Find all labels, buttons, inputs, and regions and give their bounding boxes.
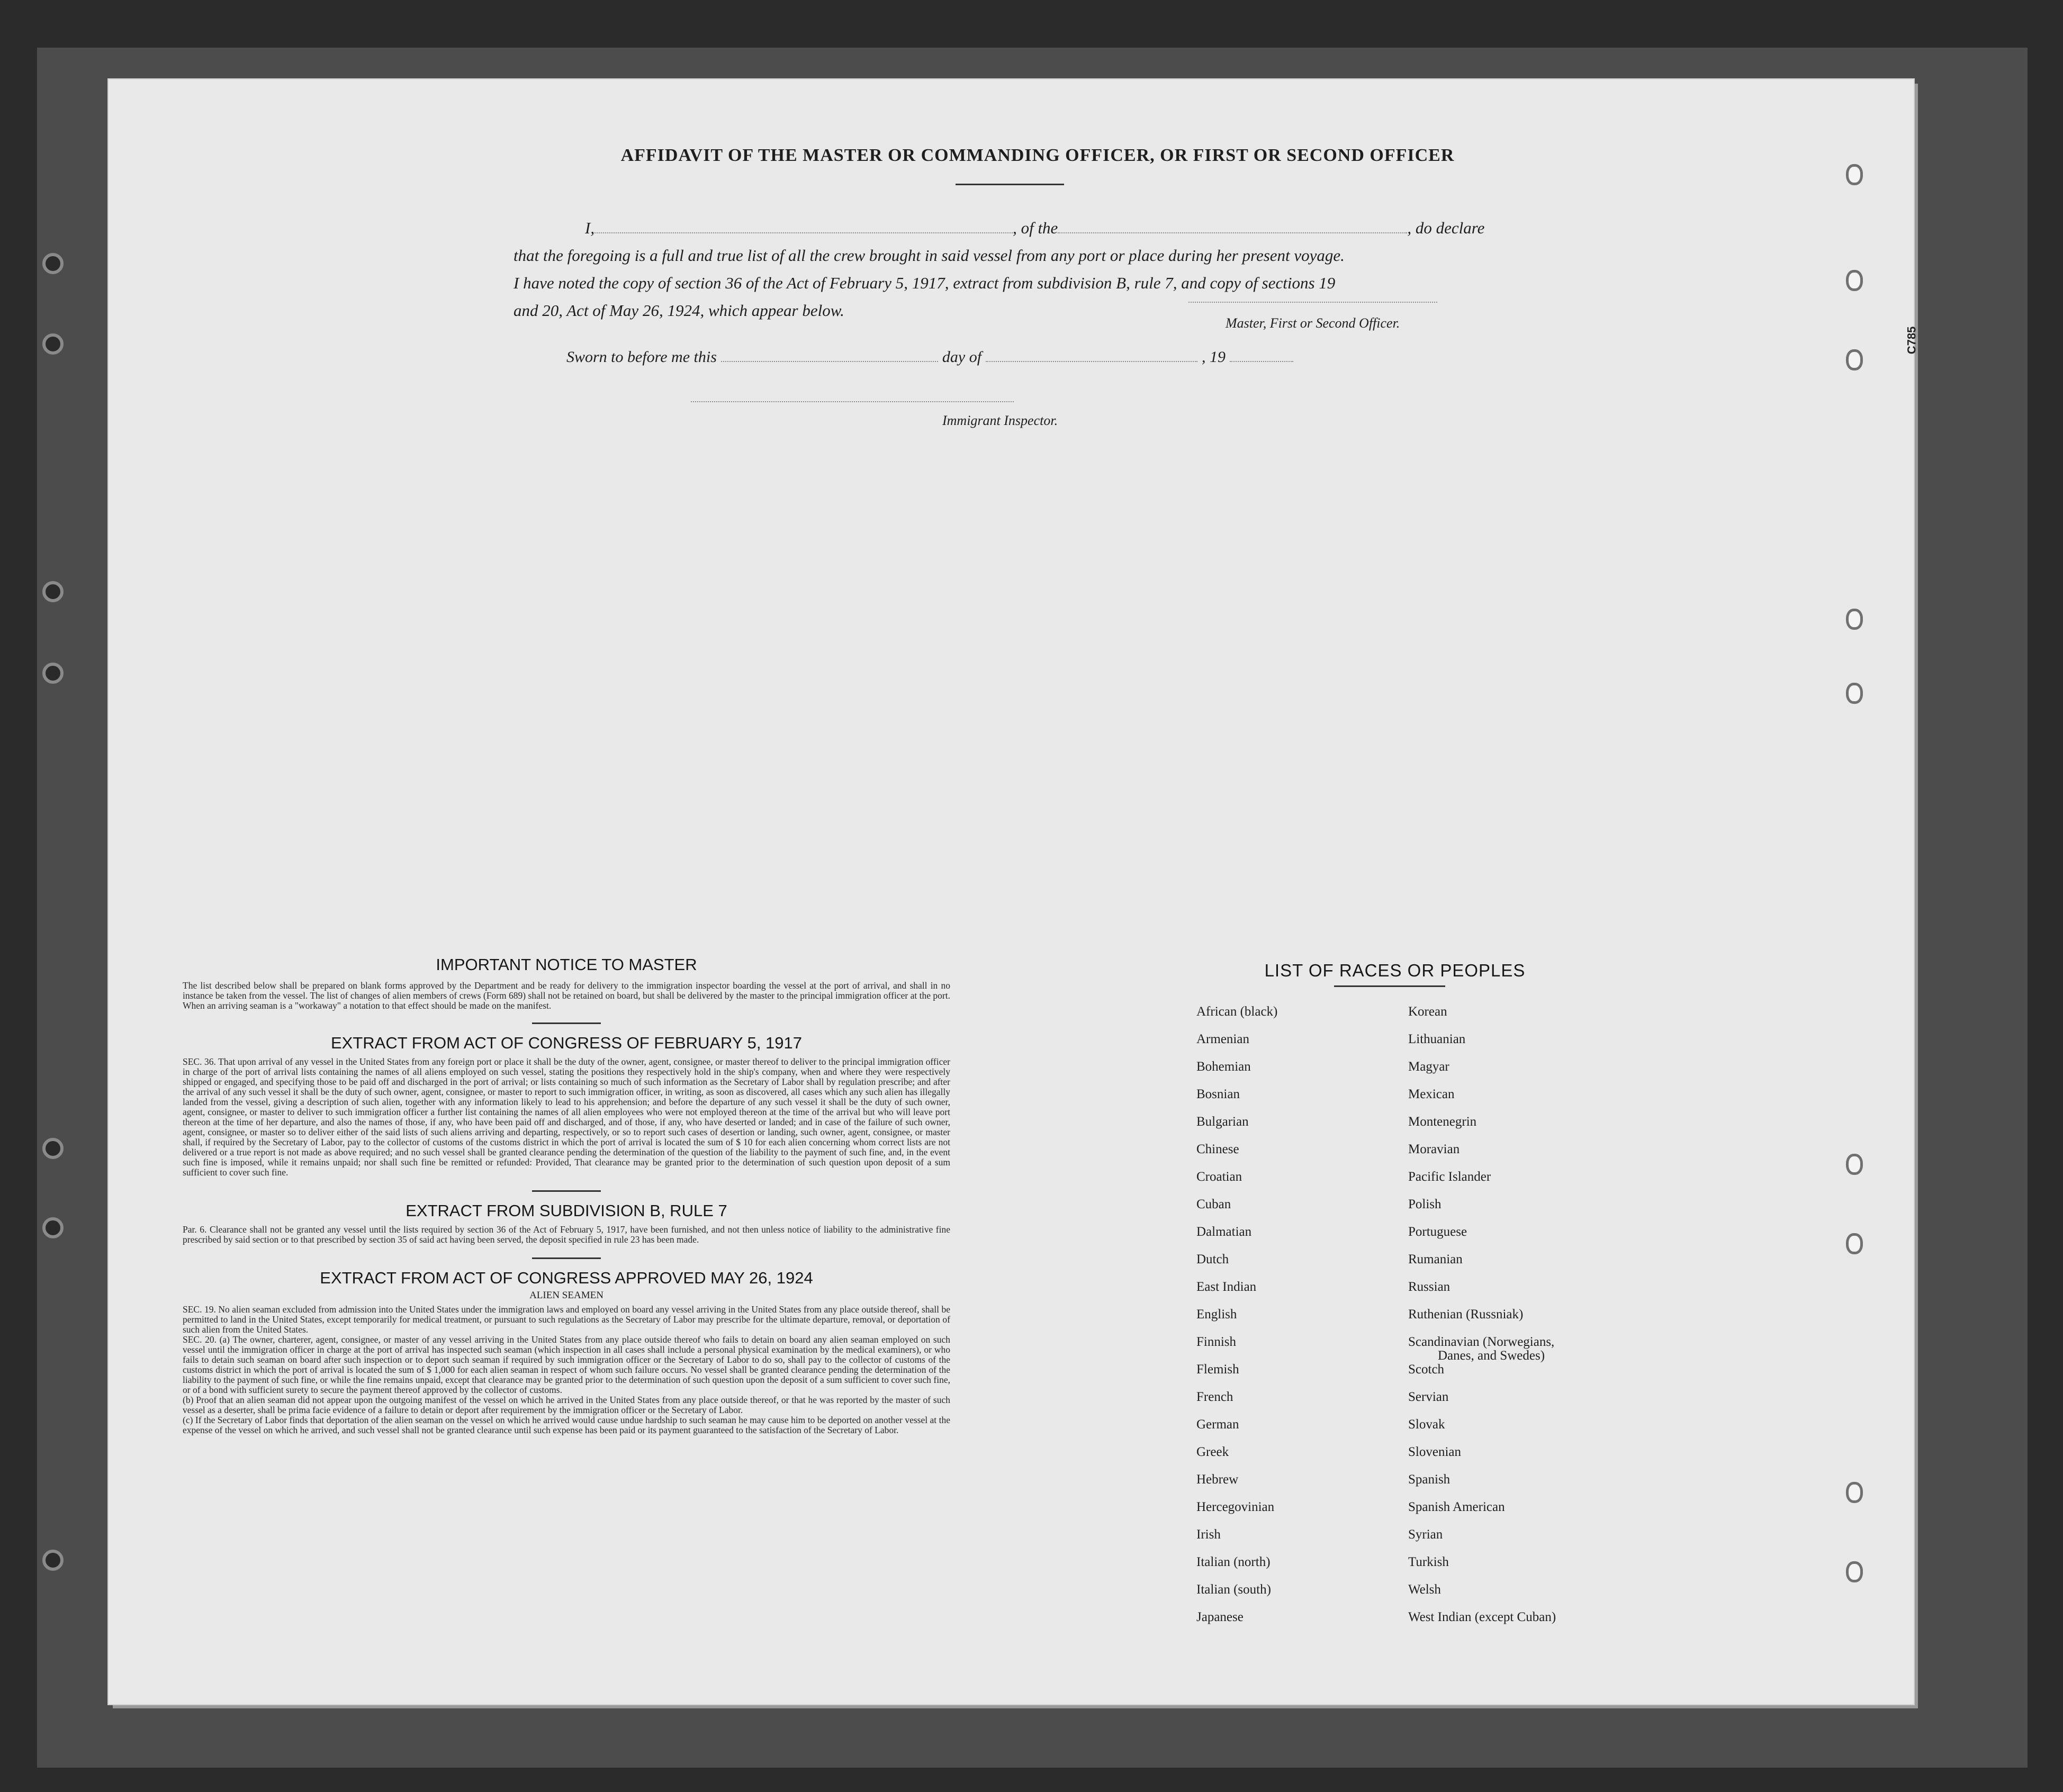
- vessel-blank[interactable]: [1058, 232, 1407, 233]
- race-item: Dalmatian: [1196, 1225, 1252, 1239]
- inspector-caption: Immigrant Inspector.: [942, 413, 1058, 428]
- race-item: Bulgarian: [1196, 1115, 1249, 1129]
- races-rule: [1334, 985, 1445, 987]
- race-item: Russian: [1408, 1280, 1451, 1294]
- race-item: Scandinavian (Norwegians,: [1408, 1335, 1555, 1349]
- binder-hole: [42, 1217, 64, 1238]
- race-item: Italian (south): [1196, 1582, 1271, 1597]
- race-item: Portuguese: [1408, 1225, 1467, 1239]
- race-item: Polish: [1408, 1197, 1442, 1211]
- race-item: Syrian: [1408, 1527, 1443, 1542]
- race-item: Croatian: [1196, 1170, 1242, 1184]
- race-item: Scotch: [1408, 1362, 1445, 1377]
- sworn-day-blank[interactable]: [721, 361, 938, 362]
- affidavit-line-3: I have noted the copy of section 36 of the Act of February 5, 1917, extract from subdivision B, rule 7, and copy of sections 19: [514, 274, 1336, 292]
- do-declare-label: , do declare: [1407, 219, 1485, 237]
- race-item: Spanish: [1408, 1472, 1451, 1487]
- i-label: I,: [585, 219, 595, 237]
- race-item: Spanish American: [1408, 1500, 1505, 1514]
- extract-1924-subtitle: ALIEN SEAMEN: [529, 1290, 603, 1301]
- race-item: Lithuanian: [1408, 1032, 1466, 1046]
- affidavit-line-2: that the foregoing is a full and true list of all the crew brought in said vessel from any port or place during her present voyage.: [514, 246, 1345, 265]
- sworn-month-blank[interactable]: [986, 361, 1197, 362]
- year-label: , 19: [1202, 348, 1226, 366]
- race-item: Finnish: [1196, 1335, 1237, 1349]
- of-the-label: , of the: [1013, 219, 1058, 237]
- race-item: Ruthenian (Russniak): [1408, 1307, 1524, 1322]
- title-rule: [956, 184, 1064, 185]
- affidavit-title: AFFIDAVIT OF THE MASTER OR COMMANDING OFFICER, OR FIRST OR SECOND OFFICER: [620, 146, 1455, 165]
- races-right-column: [1408, 1004, 1630, 1637]
- master-signature-blank[interactable]: [1188, 302, 1437, 303]
- extract-1924-sec20c: (c) If the Secretary of Labor finds that deportation of the alien seaman on the vessel on which he arrived would cause undue hardship to such seaman he may cause him to be deported on another vessel at the expense of the vessel on which he arrived, and such vessel shall not be granted clearance until such expense has been paid or its payment guaranteed to the satisfaction of the Secretary of Labor.: [183, 1415, 950, 1435]
- sworn-label: Sworn to before me this: [566, 348, 717, 366]
- punch-hole: [1846, 609, 1863, 630]
- notices-column: [183, 955, 950, 1435]
- race-item: Greek: [1196, 1445, 1229, 1459]
- extract-rule7-body: Par. 6. Clearance shall not be granted any vessel until the lists required by section 36 of the Act of February 5, 1917, have been furnished, and not then unless notice of liability to the administrative fine prescribed by said section or to that prescribed by section 35 of said act having been served, the deposit specified in rule 23 has been made.: [183, 1224, 950, 1245]
- divider: [532, 1190, 601, 1192]
- race-item: English: [1196, 1307, 1237, 1322]
- punch-hole: [1846, 1561, 1863, 1582]
- binder-hole: [42, 581, 64, 602]
- punch-hole: [1846, 1482, 1863, 1503]
- race-item: Hebrew: [1196, 1472, 1239, 1487]
- extract-1917-title: EXTRACT FROM ACT OF CONGRESS OF FEBRUARY 5, 1917: [330, 1034, 803, 1052]
- race-item: Turkish: [1408, 1555, 1449, 1569]
- race-item: Montenegrin: [1408, 1115, 1477, 1129]
- punch-hole: [1846, 683, 1863, 704]
- race-item: Bohemian: [1196, 1060, 1251, 1074]
- race-item: West Indian (except Cuban): [1408, 1610, 1556, 1624]
- inspector-signature-blank[interactable]: [691, 401, 1014, 402]
- race-item: Pacific Islander: [1408, 1170, 1491, 1184]
- race-item: Mexican: [1408, 1087, 1455, 1101]
- race-item: Cuban: [1196, 1197, 1231, 1211]
- document-page: [109, 79, 1918, 1704]
- race-item: German: [1196, 1417, 1239, 1432]
- punch-hole: [1846, 270, 1863, 291]
- race-item: Rumanian: [1408, 1252, 1463, 1266]
- affidavit-line-4: and 20, Act of May 26, 1924, which appear below.: [514, 301, 844, 320]
- race-item: Slovak: [1408, 1417, 1445, 1432]
- race-item: Welsh: [1408, 1582, 1441, 1597]
- affidavit-body: [514, 214, 1509, 324]
- extract-1924-sec20a: SEC. 20. (a) The owner, charterer, agent, consignee, or master of any vessel arriving in the United States from any place outside thereof who fails to detain on board any alien seaman employed on such vessel until the immigration officer in charge at the port of arrival has inspected such seaman (which inspection in all cases shall include a personal physical examination by the medical examiners), or who fails to detain such seaman on board after such inspection or to deport such seaman if required by such immigration officer or the Secretary of Labor to do so, shall pay to the collector of customs of the customs district in which the port of arrival is located the sum of $ 1,000 for each alien seaman in respect of whom such failure occurs. No vessel shall be granted clearance pending the determination of the liability to the payment of such fine, or while the fine remains unpaid, except that clearance may be granted prior to the determination of such question upon the deposit of a sum sufficient to cover such fine, or of a bond with sufficient surety to secure the payment thereof approved by the collector of customs.: [183, 1334, 950, 1395]
- punch-hole: [1846, 1154, 1863, 1175]
- race-item: Irish: [1196, 1527, 1221, 1542]
- race-item: East Indian: [1196, 1280, 1257, 1294]
- race-item: French: [1196, 1390, 1233, 1404]
- punch-hole: [1846, 164, 1863, 185]
- race-item: African (black): [1196, 1004, 1278, 1019]
- races-left-column: [1196, 1004, 1398, 1637]
- race-item: Servian: [1408, 1390, 1449, 1404]
- day-of-label: day of: [942, 348, 982, 366]
- race-item: Dutch: [1196, 1252, 1229, 1266]
- extract-1924-title: EXTRACT FROM ACT OF CONGRESS APPROVED MAY 26, 1924: [320, 1269, 813, 1287]
- race-item: Chinese: [1196, 1142, 1239, 1156]
- race-item: Japanese: [1196, 1610, 1244, 1624]
- divider: [532, 1022, 601, 1024]
- race-item: Bosnian: [1196, 1087, 1240, 1101]
- notice-title: IMPORTANT NOTICE TO MASTER: [436, 955, 697, 974]
- sworn-year-blank[interactable]: [1230, 361, 1293, 362]
- races-title: LIST OF RACES OR PEOPLES: [1264, 961, 1526, 980]
- margin-stamp: C785: [1905, 326, 1918, 355]
- extract-1924-sec19: SEC. 19. No alien seaman excluded from admission into the United States under the immigration laws and employed on board any vessel arriving in the United States from any place outside thereof, shall be permitted to land in the United States, except temporarily for medical treatment, or pursuant to such regulations as the Secretary of Labor may prescribe for the ultimate departure, removal, or deportation of such alien from the United States.: [183, 1304, 950, 1335]
- sworn-line: [566, 348, 1293, 366]
- extract-rule7-title: EXTRACT FROM SUBDIVISION B, RULE 7: [406, 1201, 727, 1220]
- name-blank[interactable]: [594, 232, 1013, 233]
- race-item: Italian (north): [1196, 1555, 1271, 1569]
- divider: [532, 1257, 601, 1259]
- race-item: Slovenian: [1408, 1445, 1461, 1459]
- binder-hole: [42, 253, 64, 274]
- race-item: Hercegovinian: [1196, 1500, 1275, 1514]
- binder-hole: [42, 1138, 64, 1159]
- binder-hole: [42, 663, 64, 684]
- race-item: Flemish: [1196, 1362, 1239, 1377]
- binder-hole: [42, 333, 64, 355]
- race-item: Moravian: [1408, 1142, 1460, 1156]
- race-item: Korean: [1408, 1004, 1447, 1019]
- race-item: Danes, and Swedes): [1438, 1348, 1545, 1363]
- notice-body: The list described below shall be prepared on blank forms approved by the Department and be ready for delivery to the immigration inspector boarding the vessel at the port of arrival, and shall in no instance be taken from the vessel. The list of changes of alien members of crews (Form 689) shall not be retained on board, but shall be delivered by the master to the principal immigration officer at the port. When an arriving seaman is a "workaway" a notation to that effect should be made on the manifest.: [183, 980, 950, 1011]
- race-item: Armenian: [1196, 1032, 1249, 1046]
- master-caption: Master, First or Second Officer.: [1226, 315, 1400, 331]
- binder-hole: [42, 1550, 64, 1571]
- punch-hole: [1846, 349, 1863, 370]
- punch-hole: [1846, 1233, 1863, 1254]
- race-item: Magyar: [1408, 1060, 1449, 1074]
- extract-1924-sec20b: (b) Proof that an alien seaman did not appear upon the outgoing manifest of the vessel on which he arrived in the United States from any place outside thereof, or that he was reported by the master of such vessel as a deserter, shall be prima facie evidence of a failure to detain or deport after requirement by the immigration officer or the Secretary of Labor.: [183, 1395, 950, 1415]
- extract-1917-body: SEC. 36. That upon arrival of any vessel in the United States from any foreign port or place it shall be the duty of the owner, agent, consignee, or master thereof to deliver to the principal immigration officer in charge of the port of arrival lists containing the names of all aliens employed on such vessel, stating the positions they respectively hold in the ship's company, when and where they were respectively shipped or engaged, and specifying those to be paid off and discharged in the port of arrival; or lists containing so much of such information as the Secretary of Labor shall by regulation prescribe; and after the arrival of any such vessel it shall be the duty of such owner, agent, consignee, or master to report to such immigration officer, in writing, as soon as discovered, all cases which any such alien has illegally landed from the vessel, giving a description of such alien, together with any information likely to lead to his apprehension; and before the departure of any such vessel it shall be the duty of such owner, agent, consignee, or master to deliver to such immigration officer a further list containing the names of all alien employees who were not employed thereon at the time of the arrival but who will leave port thereon at the time of her departure, and also the names of those, if any, who have been paid off and discharged, and of those, if any, who have deserted or landed; and in case of the failure of such owner, agent, consignee, or master so to deliver either of the said lists of such aliens arriving and departing, respectively, or so to report such cases of desertion or landing, such owner, agent, consignee, or master shall, if required by the Secretary of Labor, pay to the collector of customs of the customs district in which the port of arrival is located the sum of $ 10 for each alien concerning whom correct lists are not delivered or a true report is not made as above required; and no such vessel shall be granted clearance pending the determination of the question of the liability to the payment of such fine, and, in the event such fine is imposed, while it remains unpaid; nor shall such fine be remitted or refunded: Provided, That clearance may be granted prior to the determination of such question upon deposit of a sum sufficient to cover such fine.: [183, 1056, 950, 1178]
